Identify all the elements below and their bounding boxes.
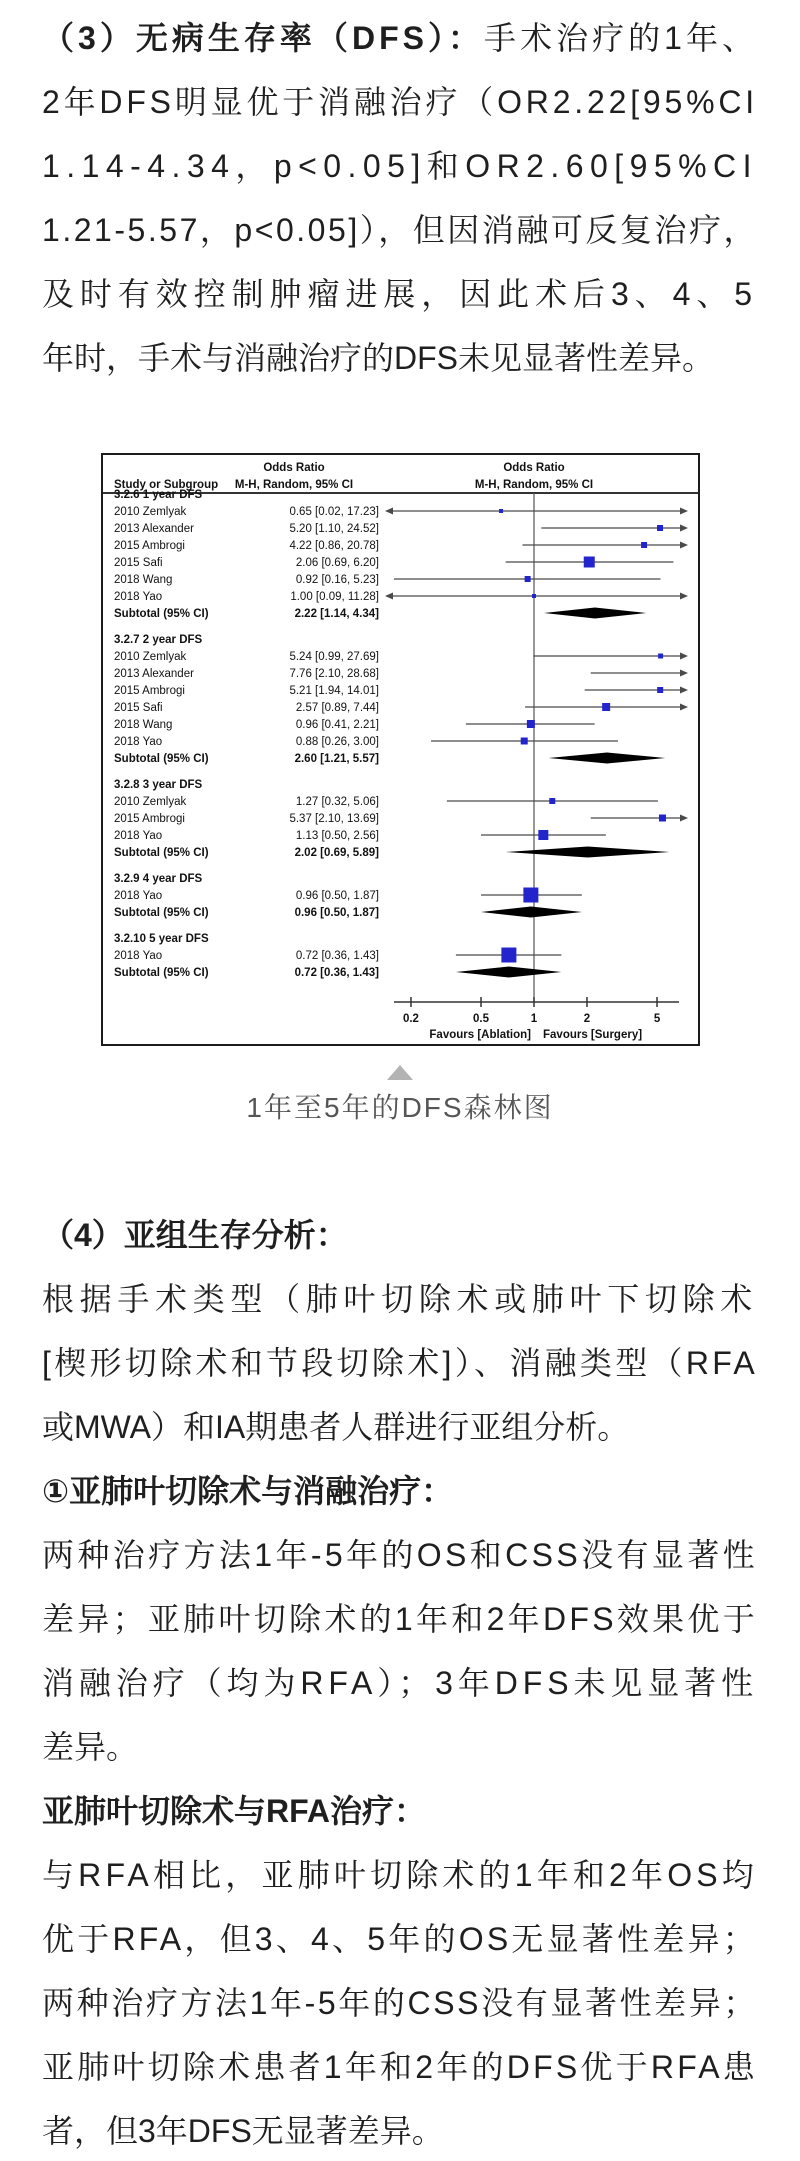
svg-text:5.21 [1.94, 14.01]: 5.21 [1.94, 14.01] <box>288 685 379 697</box>
svg-text:0.2: 0.2 <box>402 1013 419 1025</box>
paragraph-dfs <box>42 6 758 390</box>
text-line: 亚肺叶切除术患者1年和2年的DFS优于RFA患 <box>42 2049 758 2085</box>
text-line: 两种治疗方法1年-5年的CSS没有显著性差异； <box>42 1985 758 2021</box>
text-line: 2年DFS明显优于消融治疗（OR2.22[95%CI <box>42 84 758 120</box>
forest-row <box>114 685 688 697</box>
forest-subtotal-row <box>114 753 665 766</box>
svg-text:2018 Yao: 2018 Yao <box>113 890 162 902</box>
svg-text:2.06 [0.69, 6.20]: 2.06 [0.69, 6.20] <box>295 557 379 569</box>
svg-text:2010 Zemlyak: 2010 Zemlyak <box>113 651 186 663</box>
forest-row <box>114 523 688 535</box>
svg-text:2.02 [0.69, 5.89]: 2.02 [0.69, 5.89] <box>294 847 379 859</box>
forest-row <box>114 506 688 518</box>
svg-text:2018 Yao: 2018 Yao <box>113 591 162 603</box>
forest-plot-box <box>101 453 700 1046</box>
text-line: 者，但3年DFS无显著差异。 <box>42 2113 444 2149</box>
forest-plot-figure <box>42 453 758 1128</box>
text-line: 差异；亚肺叶切除术的1年和2年DFS效果优于 <box>42 1601 758 1637</box>
svg-text:5: 5 <box>653 1013 660 1025</box>
svg-text:2010 Zemlyak: 2010 Zemlyak <box>113 506 186 518</box>
svg-text:0.5: 0.5 <box>472 1013 489 1025</box>
forest-subtotal-row <box>114 847 670 860</box>
svg-text:Odds Ratio: Odds Ratio <box>262 462 325 474</box>
text-line: 1.14-4.34，p<0.05]和OR2.60[95%CI <box>42 148 758 184</box>
svg-text:Subtotal (95% CI): Subtotal (95% CI) <box>113 907 209 919</box>
text-line: 及时有效控制肿瘤进展，因此术后3、4、5 <box>42 276 758 312</box>
forest-row <box>114 651 688 663</box>
forest-row <box>114 719 595 731</box>
svg-text:2: 2 <box>583 1013 590 1025</box>
heading-sublobar-vs-rfa: 亚肺叶切除术与RFA治疗： <box>42 1793 427 1829</box>
svg-text:1.13 [0.50, 2.56]: 1.13 [0.50, 2.56] <box>295 830 379 842</box>
svg-text:3.2.7 2 year DFS: 3.2.7 2 year DFS <box>113 634 202 646</box>
forest-subtotal-row <box>114 967 561 980</box>
forest-axis <box>394 997 679 1041</box>
svg-text:2015 Safi: 2015 Safi <box>113 702 163 714</box>
svg-text:0.72 [0.36, 1.43]: 0.72 [0.36, 1.43] <box>294 967 379 979</box>
forest-section <box>114 489 688 620</box>
svg-text:Study or Subgroup: Study or Subgroup <box>113 479 218 491</box>
svg-text:4.22 [0.86, 20.78]: 4.22 [0.86, 20.78] <box>288 540 379 552</box>
svg-text:Odds Ratio: Odds Ratio <box>502 462 565 474</box>
forest-section <box>114 634 688 765</box>
svg-text:Favours [Surgery]: Favours [Surgery] <box>542 1029 642 1041</box>
svg-text:Subtotal (95% CI): Subtotal (95% CI) <box>113 967 209 979</box>
forest-row <box>114 574 660 586</box>
svg-text:2018 Yao: 2018 Yao <box>113 830 162 842</box>
text-line: 根据手术类型（肺叶切除术或肺叶下切除术 <box>42 1281 758 1317</box>
svg-text:0.96 [0.41, 2.21]: 0.96 [0.41, 2.21] <box>295 719 379 731</box>
svg-text:2015 Safi: 2015 Safi <box>113 557 163 569</box>
figure-caption: 1年至5年的DFS森林图 <box>246 1092 554 1123</box>
svg-text:2018 Wang: 2018 Wang <box>113 719 172 731</box>
text-line: 差异。 <box>42 1729 139 1765</box>
heading-subgroup-analysis: （4）亚组生存分析： <box>42 1217 348 1253</box>
svg-text:Favours [Ablation]: Favours [Ablation] <box>428 1029 531 1041</box>
forest-row <box>114 668 688 680</box>
text-line: 消融治疗（均为RFA）；3年DFS未见显著性 <box>42 1665 758 1701</box>
text-line: 或MWA）和IA期患者人群进行亚组分析。 <box>42 1409 630 1445</box>
svg-text:Subtotal (95% CI): Subtotal (95% CI) <box>113 608 209 620</box>
svg-text:7.76 [2.10, 28.68]: 7.76 [2.10, 28.68] <box>288 668 379 680</box>
svg-text:2.22 [1.14, 4.34]: 2.22 [1.14, 4.34] <box>294 608 379 620</box>
svg-text:M-H, Random, 95% CI: M-H, Random, 95% CI <box>234 479 353 491</box>
svg-text:M-H, Random, 95% CI: M-H, Random, 95% CI <box>474 479 593 491</box>
forest-row <box>114 591 688 603</box>
text-line: 与RFA相比，亚肺叶切除术的1年和2年OS均 <box>42 1857 758 1893</box>
paragraph-sublobar-vs-rfa <box>42 1843 758 2161</box>
svg-text:1: 1 <box>530 1013 537 1025</box>
forest-row <box>114 557 673 570</box>
forest-row <box>114 736 618 748</box>
svg-text:3.2.6 1 year DFS: 3.2.6 1 year DFS <box>113 489 202 501</box>
text-line: 两种治疗方法1年-5年的OS和CSS没有显著性 <box>42 1537 758 1573</box>
svg-text:0.92 [0.16, 5.23]: 0.92 [0.16, 5.23] <box>295 574 379 586</box>
svg-text:2.57 [0.89, 7.44]: 2.57 [0.89, 7.44] <box>295 702 379 714</box>
svg-text:2015 Ambrogi: 2015 Ambrogi <box>113 685 185 697</box>
svg-text:Subtotal (95% CI): Subtotal (95% CI) <box>113 847 209 859</box>
svg-text:2018 Yao: 2018 Yao <box>113 736 162 748</box>
svg-text:2010 Zemlyak: 2010 Zemlyak <box>113 796 186 808</box>
forest-subtotal-row <box>114 907 582 920</box>
svg-text:0.72 [0.36, 1.43]: 0.72 [0.36, 1.43] <box>295 950 379 962</box>
text-line: 1.21-5.57，p<0.05]），但因消融可反复治疗， <box>42 212 758 248</box>
forest-section <box>114 873 582 919</box>
svg-text:2013 Alexander: 2013 Alexander <box>113 668 194 680</box>
article-content <box>42 6 758 2161</box>
heading-sublobar-vs-ablation: ①亚肺叶切除术与消融治疗： <box>42 1473 454 1509</box>
forest-row <box>114 948 561 963</box>
text-line: （3）无病生存率（DFS）：手术治疗的1年、 <box>42 20 758 56</box>
text-line: 年时，手术与消融治疗的DFS未见显著性差异。 <box>42 340 715 376</box>
svg-text:3.2.8 3 year DFS: 3.2.8 3 year DFS <box>113 779 202 791</box>
svg-text:0.96 [0.50, 1.87]: 0.96 [0.50, 1.87] <box>294 907 379 919</box>
svg-text:0.88 [0.26, 3.00]: 0.88 [0.26, 3.00] <box>295 736 379 748</box>
paragraph-sublobar-vs-ablation <box>42 1523 758 1779</box>
svg-text:1.00 [0.09, 11.28]: 1.00 [0.09, 11.28] <box>289 591 379 603</box>
forest-subtotal-row <box>114 608 646 621</box>
forest-row <box>114 702 688 714</box>
svg-text:2018 Yao: 2018 Yao <box>113 950 162 962</box>
forest-row <box>114 830 606 842</box>
svg-text:2015 Ambrogi: 2015 Ambrogi <box>113 813 185 825</box>
svg-text:5.24 [0.99, 27.69]: 5.24 [0.99, 27.69] <box>288 651 379 663</box>
svg-text:2013 Alexander: 2013 Alexander <box>113 523 194 535</box>
paragraph-subgroup-intro <box>42 1267 758 1459</box>
dfs-forest-plot <box>103 455 698 1044</box>
svg-text:2.60 [1.21, 5.57]: 2.60 [1.21, 5.57] <box>294 753 379 765</box>
svg-text:3.2.10 5 year DFS: 3.2.10 5 year DFS <box>113 933 209 945</box>
forest-row <box>114 796 658 808</box>
forest-section <box>114 933 561 979</box>
forest-row <box>114 813 688 825</box>
svg-text:Subtotal (95% CI): Subtotal (95% CI) <box>113 753 209 765</box>
svg-text:1.27 [0.32, 5.06]: 1.27 [0.32, 5.06] <box>295 796 379 808</box>
svg-text:2018 Wang: 2018 Wang <box>113 574 172 586</box>
forest-section <box>114 779 688 859</box>
svg-text:5.37 [2.10, 13.69]: 5.37 [2.10, 13.69] <box>288 813 379 825</box>
svg-text:2015 Ambrogi: 2015 Ambrogi <box>113 540 185 552</box>
svg-text:0.96 [0.50, 1.87]: 0.96 [0.50, 1.87] <box>295 890 379 902</box>
forest-row <box>114 540 688 552</box>
forest-row <box>114 888 582 903</box>
text-line: 优于RFA，但3、4、5年的OS无显著性差异； <box>42 1921 758 1957</box>
text-line: [楔形切除术和节段切除术]）、消融类型（RFA <box>42 1345 758 1381</box>
svg-text:0.65 [0.02, 17.23]: 0.65 [0.02, 17.23] <box>288 506 379 518</box>
svg-text:3.2.9 4 year DFS: 3.2.9 4 year DFS <box>113 873 202 885</box>
caption-pointer-icon <box>387 1065 413 1080</box>
svg-text:5.20 [1.10, 24.52]: 5.20 [1.10, 24.52] <box>288 523 379 535</box>
